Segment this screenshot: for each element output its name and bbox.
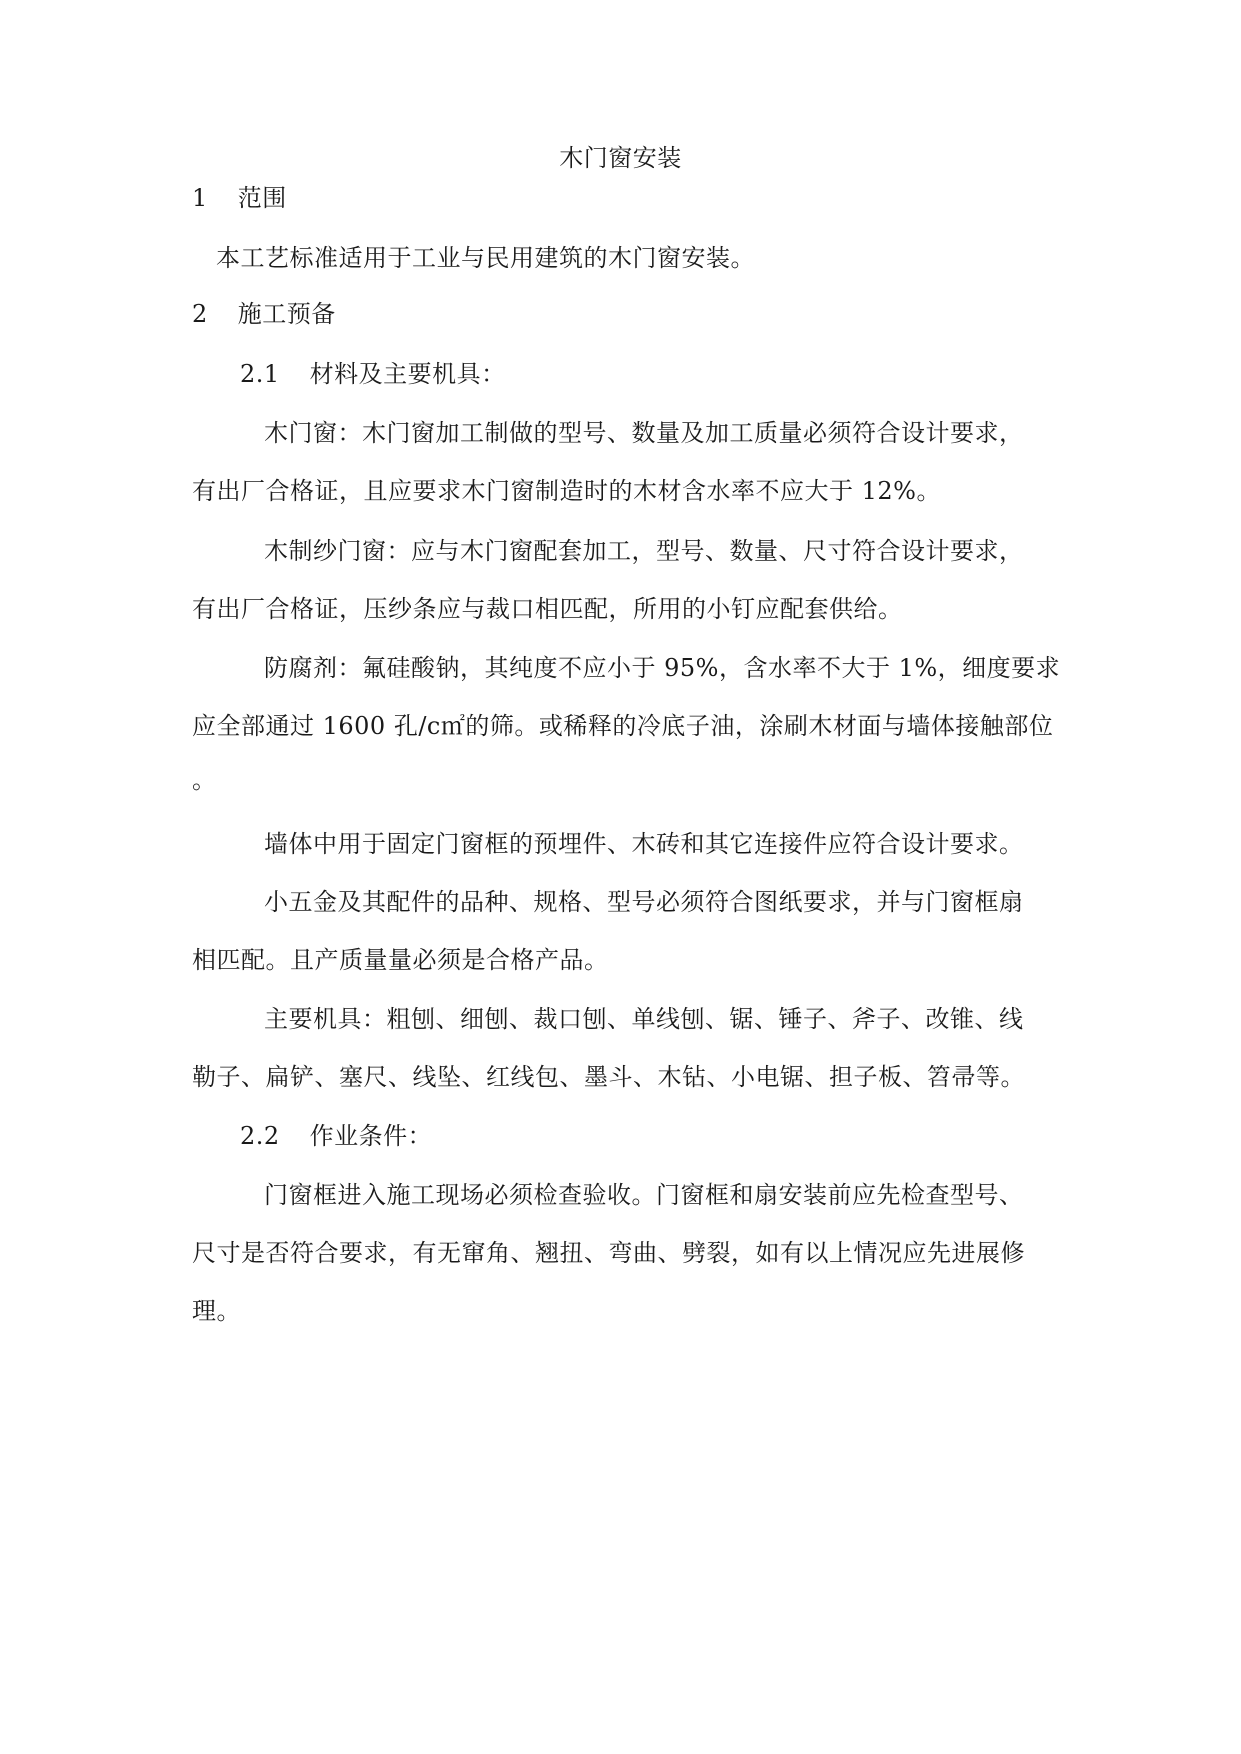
paragraph-line: 勒子、扁铲、塞尺、线坠、红线包、墨斗、木钻、小电锯、担子板、笤帚等。 xyxy=(192,1063,1025,1091)
paragraph-line: 尺寸是否符合要求，有无窜角、翘扭、弯曲、劈裂，如有以上情况应先进展修 xyxy=(192,1239,1025,1267)
section-number: 1 xyxy=(192,184,208,212)
section-title: 范围 xyxy=(237,184,287,212)
paragraph-line: 相匹配。且产质量量必须是合格产品。 xyxy=(192,946,609,974)
subsection-title: 材料及主要机具： xyxy=(309,360,506,388)
subsection-2-1-heading xyxy=(240,359,506,389)
paragraph-line: 门窗框进入施工现场必须检查验收。门窗框和扇安装前应先检查型号、 xyxy=(264,1181,1024,1209)
subsection-2-2-heading xyxy=(240,1121,432,1151)
document-title: 木门窗安装 xyxy=(559,144,682,172)
section-number: 2 xyxy=(192,300,208,328)
section-2-heading xyxy=(192,299,336,329)
subsection-number: 2.1 xyxy=(240,360,280,388)
paragraph-line: 木制纱门窗：应与木门窗配套加工，型号、数量、尺寸符合设计要求， xyxy=(264,537,1024,565)
section-1-heading xyxy=(192,183,287,213)
subsection-title: 作业条件： xyxy=(309,1122,433,1150)
paragraph-line: 小五金及其配件的品种、规格、型号必须符合图纸要求，并与门窗框扇 xyxy=(264,888,1024,916)
subsection-number: 2.2 xyxy=(240,1122,280,1150)
paragraph-line: 应全部通过 1600 孔/c㎡的筛。或稀释的冷底子油，涂刷木材面与墙体接触部位 xyxy=(192,712,1054,740)
section-title: 施工预备 xyxy=(237,300,336,328)
paragraph-line: 理。 xyxy=(192,1297,241,1325)
paragraph-line: 防腐剂：氟硅酸钠，其纯度不应小于 95%，含水率不大于 1%，细度要求 xyxy=(264,654,1061,682)
paragraph-line: 木门窗：木门窗加工制做的型号、数量及加工质量必须符合设计要求， xyxy=(264,419,1024,447)
paragraph-line: 有出厂合格证，压纱条应与裁口相匹配，所用的小钉应配套供给。 xyxy=(192,595,903,623)
paragraph-line: 有出厂合格证，且应要求木门窗制造时的木材含水率不应大于 12%。 xyxy=(192,477,941,505)
paragraph-line: 。 xyxy=(192,766,217,794)
section-1-body: 本工艺标准适用于工业与民用建筑的木门窗安装。 xyxy=(216,244,755,272)
paragraph-line: 墙体中用于固定门窗框的预埋件、木砖和其它连接件应符合设计要求。 xyxy=(264,830,1024,858)
paragraph-line: 主要机具：粗刨、细刨、裁口刨、单线刨、锯、锤子、斧子、改锥、线 xyxy=(264,1005,1024,1033)
